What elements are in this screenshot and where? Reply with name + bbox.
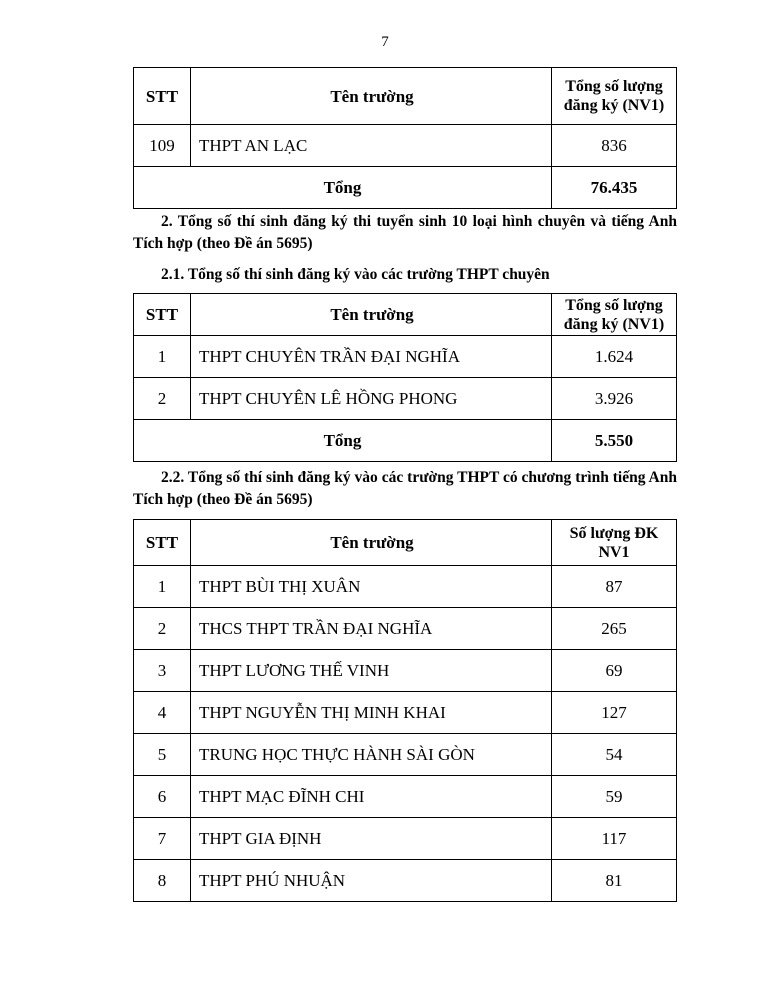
row-school-name: THPT AN LẠC — [191, 125, 552, 167]
row-count: 1.624 — [552, 336, 677, 378]
row-stt: 1 — [134, 336, 191, 378]
row-stt: 8 — [134, 860, 191, 902]
table-row — [134, 650, 677, 692]
row-school-name: TRUNG HỌC THỰC HÀNH SÀI GÒN — [191, 734, 552, 776]
header-school-name: Tên trường — [191, 520, 552, 566]
row-stt: 5 — [134, 734, 191, 776]
row-count: 836 — [552, 125, 677, 167]
section-2-heading: 2. Tổng số thí sinh đăng ký thi tuyển sinh 10 loại hình chuyên và tiếng Anh Tích hợp (theo Đề án 5695) — [133, 213, 677, 252]
row-stt: 6 — [134, 776, 191, 818]
row-school-name: THPT NGUYỄN THỊ MINH KHAI — [191, 692, 552, 734]
total-label: Tổng — [134, 167, 552, 209]
table-row — [134, 776, 677, 818]
row-count: 69 — [552, 650, 677, 692]
section-2-2-heading: 2.2. Tổng số thí sinh đăng ký vào các trường THPT có chương trình tiếng Anh Tích hợp (theo Đề án 5695) — [133, 469, 677, 508]
row-school-name: THCS THPT TRẦN ĐẠI NGHĨA — [191, 608, 552, 650]
header-stt: STT — [134, 294, 191, 336]
row-stt: 109 — [134, 125, 191, 167]
row-count: 127 — [552, 692, 677, 734]
header-stt: STT — [134, 68, 191, 125]
row-stt: 7 — [134, 818, 191, 860]
total-value: 76.435 — [552, 167, 677, 209]
table-row — [134, 125, 677, 167]
row-school-name: THPT CHUYÊN LÊ HỒNG PHONG — [191, 378, 552, 420]
table-header-row — [134, 520, 677, 566]
total-value: 5.550 — [552, 420, 677, 462]
row-school-name: THPT PHÚ NHUẬN — [191, 860, 552, 902]
row-school-name: THPT MẠC ĐĨNH CHI — [191, 776, 552, 818]
row-stt: 3 — [134, 650, 191, 692]
row-count: 54 — [552, 734, 677, 776]
header-registration-count: Số lượng ĐK NV1 — [552, 520, 677, 566]
row-count: 3.926 — [552, 378, 677, 420]
header-school-name: Tên trường — [191, 294, 552, 336]
row-school-name: THPT BÙI THỊ XUÂN — [191, 566, 552, 608]
header-school-name: Tên trường — [191, 68, 552, 125]
row-count: 87 — [552, 566, 677, 608]
header-registration-count: Tổng số lượng đăng ký (NV1) — [552, 68, 677, 125]
row-stt: 1 — [134, 566, 191, 608]
table-header-row — [134, 68, 677, 125]
table-total-row — [134, 420, 677, 462]
row-school-name: THPT CHUYÊN TRẦN ĐẠI NGHĨA — [191, 336, 552, 378]
table-row — [134, 734, 677, 776]
row-stt: 4 — [134, 692, 191, 734]
row-school-name: THPT LƯƠNG THẾ VINH — [191, 650, 552, 692]
table-registration-totals — [133, 67, 677, 209]
table-row — [134, 336, 677, 378]
section-2-1-heading: 2.1. Tổng số thí sinh đăng ký vào các trường THPT chuyên — [161, 266, 550, 283]
header-registration-count: Tổng số lượng đăng ký (NV1) — [552, 294, 677, 336]
row-school-name: THPT GIA ĐỊNH — [191, 818, 552, 860]
row-stt: 2 — [134, 608, 191, 650]
table-integrated-english-schools — [133, 519, 677, 902]
page-number: 7 — [381, 34, 389, 50]
table-row — [134, 566, 677, 608]
row-stt: 2 — [134, 378, 191, 420]
table-row — [134, 818, 677, 860]
table-total-row — [134, 167, 677, 209]
row-count: 265 — [552, 608, 677, 650]
total-label: Tổng — [134, 420, 552, 462]
table-row — [134, 860, 677, 902]
table-row — [134, 692, 677, 734]
table-row — [134, 608, 677, 650]
row-count: 59 — [552, 776, 677, 818]
table-row — [134, 378, 677, 420]
header-stt: STT — [134, 520, 191, 566]
table-specialized-schools — [133, 293, 677, 462]
row-count: 117 — [552, 818, 677, 860]
table-header-row — [134, 294, 677, 336]
row-count: 81 — [552, 860, 677, 902]
